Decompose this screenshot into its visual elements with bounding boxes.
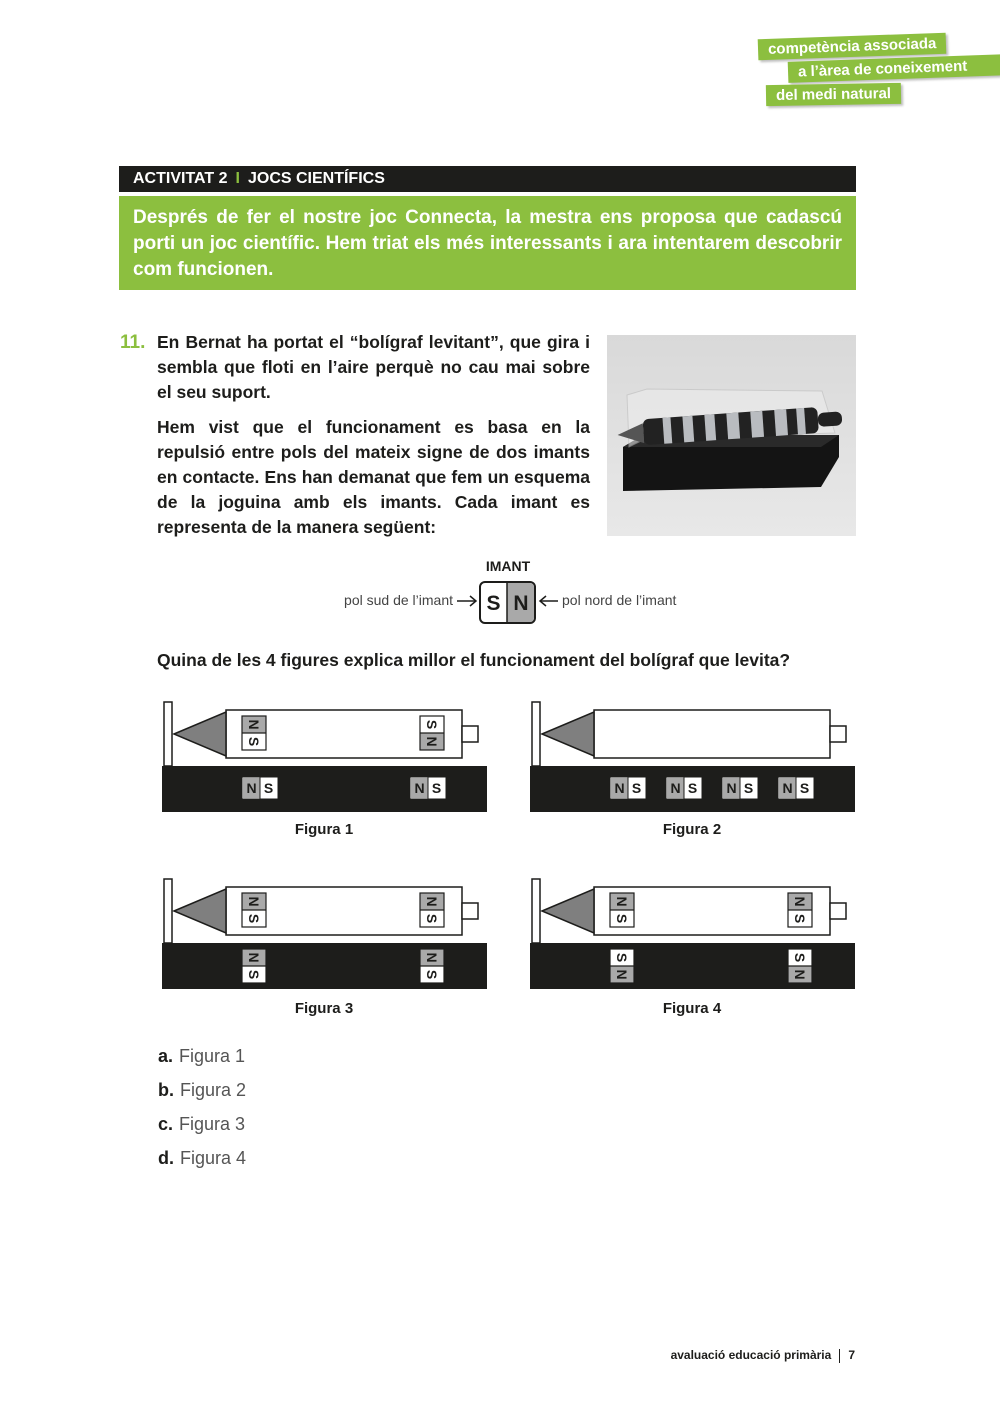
svg-text:S: S bbox=[792, 913, 808, 924]
magnet-legend-title: IMANT bbox=[485, 558, 531, 574]
svg-text:N: N bbox=[246, 896, 262, 907]
answer-option-d[interactable] bbox=[158, 1146, 246, 1180]
svg-text:S: S bbox=[246, 913, 262, 924]
figure-2-caption: Figura 2 bbox=[662, 821, 722, 838]
svg-text:N: N bbox=[614, 969, 630, 980]
levitating-pen-photo bbox=[607, 335, 856, 536]
svg-text:N: N bbox=[424, 736, 440, 747]
svg-text:N: N bbox=[246, 780, 257, 796]
svg-text:N: N bbox=[782, 780, 793, 796]
figure-4-diagram bbox=[528, 877, 858, 992]
question-paragraph-2: Hem vist que el funcionament es basa en la repulsió entre pols del mateix signe de dos imants en contacte. Ens han demanat que fem un esquema de la joguina amb els imants. Cada imant es representa de la manera següent: bbox=[157, 417, 590, 537]
north-pole-label: pol nord de l’imant bbox=[562, 592, 677, 608]
svg-text:S: S bbox=[263, 780, 274, 796]
answer-option-b[interactable] bbox=[158, 1078, 246, 1112]
option-text: Figura 2 bbox=[180, 1080, 247, 1100]
figure-1-diagram bbox=[160, 700, 490, 815]
competence-tag-line2: a l’àrea de coneixement bbox=[788, 54, 1000, 83]
competence-tag-line1: competència associada bbox=[758, 33, 947, 61]
option-letter: b. bbox=[158, 1080, 174, 1100]
magnet-legend bbox=[320, 556, 700, 631]
figure-1-caption: Figura 1 bbox=[294, 821, 354, 838]
activity-intro: Després de fer el nostre joc Connecta, la mestra ens proposa que cadascú porti un joc científic. Hem triat els més interessants i ara intentarem descobrir com funcionen. bbox=[119, 196, 856, 290]
figure-3-caption: Figura 3 bbox=[294, 1000, 354, 1017]
svg-text:N: N bbox=[614, 780, 625, 796]
figure-2-diagram bbox=[528, 700, 858, 815]
answer-options bbox=[158, 1044, 246, 1180]
activity-separator: I bbox=[235, 170, 240, 187]
option-letter: c. bbox=[158, 1114, 174, 1134]
svg-text:S: S bbox=[246, 969, 262, 980]
question-number: 11. bbox=[120, 332, 146, 353]
svg-text:S: S bbox=[424, 719, 440, 730]
figure-4-caption: Figura 4 bbox=[662, 1000, 722, 1017]
question-paragraph-1: En Bernat ha portat el “bolígraf levitant”, que gira i sembla que floti en l’aire perquè no cau mai sobre el seu suport. bbox=[157, 332, 590, 402]
svg-text:S: S bbox=[431, 780, 442, 796]
option-text: Figura 4 bbox=[180, 1148, 247, 1168]
svg-text:N: N bbox=[792, 969, 808, 980]
svg-text:S: S bbox=[799, 780, 810, 796]
option-letter: d. bbox=[158, 1148, 174, 1168]
svg-text:S: S bbox=[631, 780, 642, 796]
svg-text:N: N bbox=[246, 719, 262, 730]
activity-header-bar bbox=[119, 166, 856, 192]
svg-text:N: N bbox=[614, 896, 630, 907]
answer-option-a[interactable] bbox=[158, 1044, 246, 1078]
svg-text:N: N bbox=[424, 896, 440, 907]
activity-label: ACTIVITAT 2 bbox=[133, 170, 228, 187]
page-number: 7 bbox=[848, 1348, 855, 1362]
figure-3-diagram bbox=[160, 877, 490, 992]
page-footer bbox=[671, 1348, 855, 1363]
option-text: Figura 3 bbox=[179, 1114, 246, 1134]
svg-text:S: S bbox=[246, 736, 262, 747]
footer-text: avaluació educació primària bbox=[670, 1348, 832, 1362]
svg-text:N: N bbox=[670, 780, 681, 796]
question-prompt: Quina de les 4 figures explica millor el funcionament del bolígraf que levita? bbox=[157, 650, 791, 670]
option-letter: a. bbox=[158, 1046, 174, 1066]
svg-text:S: S bbox=[687, 780, 698, 796]
svg-text:N: N bbox=[424, 952, 440, 963]
svg-text:S: S bbox=[424, 969, 440, 980]
south-pole-label: pol sud de l’imant bbox=[344, 592, 453, 608]
svg-text:S: S bbox=[424, 913, 440, 924]
svg-text:S: S bbox=[614, 952, 630, 963]
option-text: Figura 1 bbox=[179, 1046, 246, 1066]
activity-title: JOCS CIENTÍFICS bbox=[247, 170, 385, 187]
competence-tag-line3: del medi natural bbox=[766, 83, 901, 106]
svg-text:S: S bbox=[792, 952, 808, 963]
svg-text:N: N bbox=[726, 780, 737, 796]
svg-text:S: S bbox=[743, 780, 754, 796]
south-pole-letter: S bbox=[486, 592, 501, 615]
svg-text:S: S bbox=[614, 913, 630, 924]
answer-option-c[interactable] bbox=[158, 1112, 246, 1146]
svg-text:N: N bbox=[792, 896, 808, 907]
svg-text:N: N bbox=[246, 952, 262, 963]
north-pole-letter: N bbox=[513, 592, 529, 615]
svg-text:N: N bbox=[414, 780, 425, 796]
